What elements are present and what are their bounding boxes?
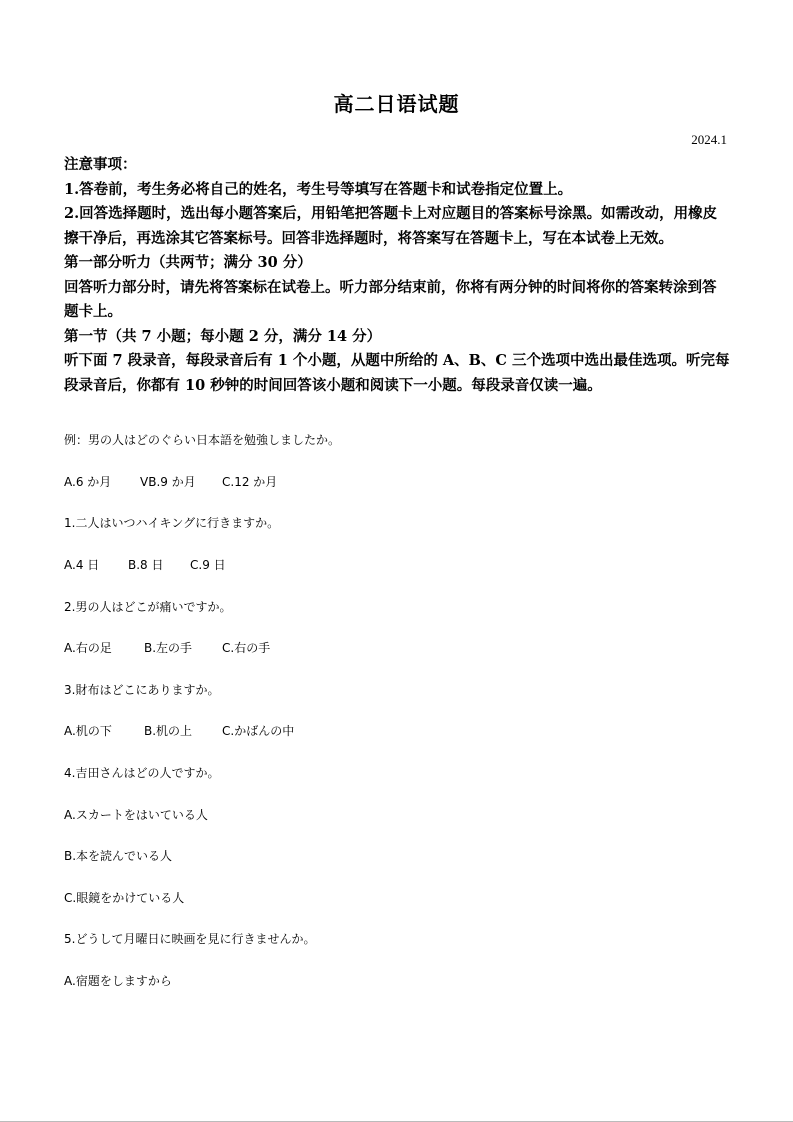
question-4-option-b: B.本を読んでいる人 xyxy=(64,849,173,863)
question-1: 1.二人はいつハイキングに行きますか。 xyxy=(64,516,280,530)
section1-instruction: 听下面 7 段录音，每段录音后有 1 个小题，从题中所给的 A、B、C 三个选项中选出最佳选项。听完每段录音后，你都有 10 秒钟的时间回答该小题和阅读下一小题。每段录音仅读一遍。 xyxy=(64,352,730,394)
question-2-options xyxy=(64,640,270,656)
question-2-option-c: C.右の手 xyxy=(222,641,271,655)
notice-heading: 注意事项： xyxy=(64,156,137,173)
question-5-option-a: A.宿題をしますから xyxy=(64,974,172,988)
question-1-option-a: A.4 日 xyxy=(64,558,100,572)
question-4-option-c: C.眼鏡をかけている人 xyxy=(64,891,185,905)
question-4: 4.吉田さんはどの人ですか。 xyxy=(64,766,220,780)
section1-heading: 第一节（共 7 小题；每小题 2 分，满分 14 分） xyxy=(64,327,382,345)
example-options xyxy=(64,474,277,490)
exam-date: 2024.1 xyxy=(691,132,727,147)
notice-item-1: 1.答卷前，考生务必将自己的姓名，考生号等填写在答题卡和试卷指定位置上。 xyxy=(64,180,573,198)
instructions-block xyxy=(64,153,730,398)
part1-instruction: 回答听力部分时，请先将答案标在试卷上。听力部分结束前，你将有两分钟的时间将你的答案转涂到答题卡上。 xyxy=(64,278,717,320)
question-3-options xyxy=(64,723,294,739)
example-option-c: C.12 か月 xyxy=(222,475,278,489)
part1-heading: 第一部分听力（共两节；满分 30 分） xyxy=(64,254,312,271)
question-2-option-a: A.右の足 xyxy=(64,641,112,655)
question-4-option-a: A.スカートをはいている人 xyxy=(64,808,208,822)
notice-item-2: 2.回答选择题时，选出每小题答案后，用铅笔把答题卡上对应题目的答案标号涂黑。如需改动，用橡皮擦干净后，再选涂其它答案标号。回答非选择题时，将答案写在答题卡上，写在本试卷上无效。 xyxy=(64,205,718,247)
question-1-option-b: B.8 日 xyxy=(128,558,164,572)
example-option-b: VB.9 か月 xyxy=(140,475,196,489)
question-3-option-b: B.机の上 xyxy=(144,724,193,738)
question-3-option-c: C.かばんの中 xyxy=(222,724,295,738)
question-3-option-a: A.机の下 xyxy=(64,724,112,738)
question-1-options xyxy=(64,557,226,573)
page-title: 高二日语试题 xyxy=(333,92,460,116)
question-2-option-b: B.左の手 xyxy=(144,641,193,655)
question-3: 3.財布はどこにありますか。 xyxy=(64,683,220,697)
example-option-a: A.6 か月 xyxy=(64,475,112,489)
question-2: 2.男の人はどこが痛いですか。 xyxy=(64,600,232,614)
example-question: 例：男の人はどのぐらい日本語を勉強しましたか。 xyxy=(64,433,341,447)
question-1-option-c: C.9 日 xyxy=(190,558,226,572)
question-5: 5.どうして月曜日に映画を見に行きませんか。 xyxy=(64,932,316,946)
